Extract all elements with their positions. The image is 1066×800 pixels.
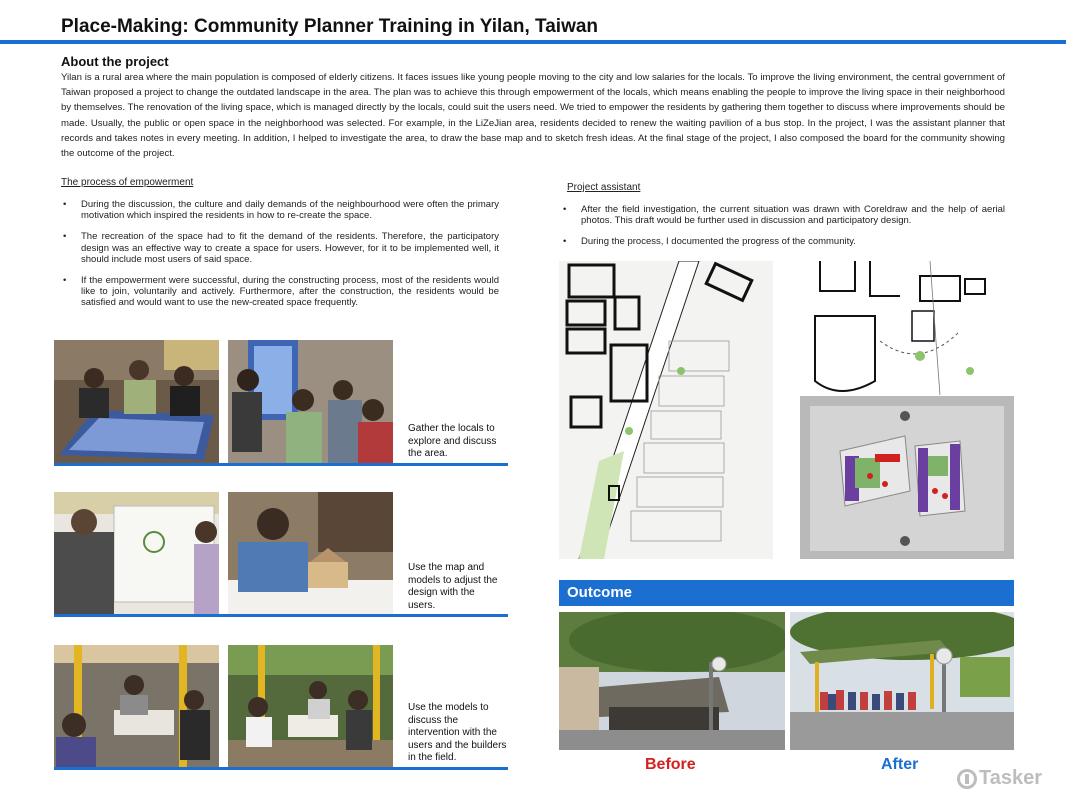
tasker-logo [957, 767, 1042, 790]
row-2-caption: Use the map and models to adjust the design with the users. [408, 562, 498, 611]
outcome-heading: Outcome [559, 580, 1014, 606]
empowerment-list [61, 199, 499, 319]
model-discussion-photo [228, 492, 393, 615]
empowerment-bullet: • During the discussion, the culture and daily demands of the neighbourhood were often the primary motivation which inspired the residents in how to re-create the space. [61, 199, 499, 221]
about-body: Yilan is a rural area where the main population is composed of elderly citizens. It faces issues like young people moving to the city and low salaries for the locals. To improve the living environment, the central government of Taiwan proposed a project to change the outdated landscape in the area. The plan was to achieve this through empowerment of the locals, which means enabling the people to improve the living space in their neighborhood by themselves. The renovation of the living space, which is managed directly by the locals, could suit the users need. We tried to empower the residents by gathering them together to discuss where improvements should be made. Usually, the public or open space in the neighborhood was selected. For example, in the LiZeJian area, residents decided to renew the waiting pavilion of a bus stop. In the project, I was the assistant planner that records and takes notes in every meeting. In addition, I helped to investigate the area, to draw the base map and to sketch fresh ideas. At the final stage of the project, I also composed the board for the community showing the outcome of the project. [61, 72, 1005, 160]
after-photo [790, 612, 1014, 750]
meeting-photo-1 [54, 340, 219, 463]
about-heading: About the project [61, 54, 169, 69]
assistant-heading: Project assistant [567, 182, 641, 193]
field-meeting-photo-2 [228, 645, 393, 768]
tasker-logo-text: Tasker [979, 767, 1043, 789]
empowerment-heading: The process of empowerment [61, 177, 194, 188]
meeting-photo-2 [228, 340, 393, 463]
title-divider [0, 40, 1066, 44]
site-plan-drawing [800, 261, 1014, 395]
tasker-logo-icon [957, 769, 977, 789]
row-2-divider [54, 614, 508, 617]
base-map-drawing [559, 261, 773, 559]
assistant-list [561, 204, 1005, 258]
field-meeting-photo-1 [54, 645, 219, 768]
empowerment-bullet: • If the empowerment were successful, during the constructing process, most of the residents would like to join, voluntarily and actively. Furthermore, after the construction, the residents would be satisfied and would want to use the new-created space frequently. [61, 275, 499, 309]
before-label: Before [645, 756, 696, 773]
after-label: After [881, 756, 919, 773]
design-model-photo [800, 396, 1014, 559]
row-1-divider [54, 463, 508, 466]
row-1-caption: Gather the locals to explore and discuss the area. [408, 423, 497, 459]
empowerment-bullet: • The recreation of the space had to fit the demand of the residents. Therefore, the participatory design was an effective way to create a space for users. However, for it to be implemented well, it should include most users of said space. [61, 231, 499, 265]
map-discussion-photo [54, 492, 219, 615]
row-3-divider [54, 767, 508, 770]
row-3-caption: Use the models to discuss the intervention with the users and the builders in the field. [408, 702, 507, 763]
before-photo [559, 612, 785, 750]
assistant-bullet: • During the process, I documented the progress of the community. [561, 236, 1005, 247]
page-title: Place-Making: Community Planner Training in Yilan, Taiwan [61, 16, 599, 37]
assistant-bullet: • After the field investigation, the current situation was drawn with Coreldraw and the help of aerial photos. This draft would be further used in discussion and participatory design. [561, 204, 1005, 226]
